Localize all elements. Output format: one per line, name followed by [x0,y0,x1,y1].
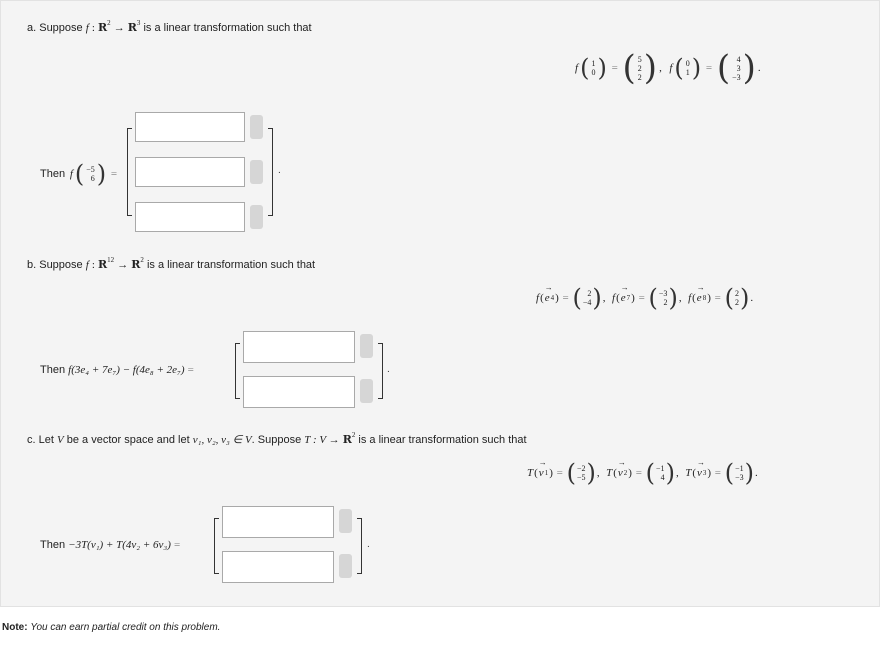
part-a-then-input: −5 6 [86,165,95,183]
part-a-answer-3[interactable] [135,202,245,232]
part-b-answer-2[interactable] [243,376,355,408]
part-b-given: f ( → e 4 ) = ( 2 −4 ) , f ( → e 7 ) = ( −3 2 ) , f ( → e 8 ) = ( 2 2 ) . [536,283,753,313]
part-c-V: V [56,434,64,446]
note-text: You can earn partial credit on this problem. [30,622,221,633]
part-a-prefix: a. Suppose [27,22,83,34]
part-a-colon: : [91,22,95,34]
part-a-answer-1-button[interactable] [250,115,263,139]
part-b-then-label: Then [40,364,66,376]
part-a-answer-3-button[interactable] [250,205,263,229]
part-b-answer-1[interactable] [243,331,355,363]
part-b-domain: R [97,258,108,271]
part-c-intro [27,431,527,446]
part-c-right-bracket [357,518,362,574]
part-b-intro: b. Suppose f : $R^{12} \to R^2$ is a linear transformation such that [27,256,316,271]
part-a-given-1-output: 5 2 2 [637,54,642,82]
part-a-suffix: is a linear transformation such that [143,22,312,34]
part-b-given-1-output: 2 −4 [582,289,592,307]
part-a-f: f [85,22,89,34]
part-c-answer-2[interactable] [222,551,334,583]
part-c-then: Then −3T(v₁) + T(4v₂ + 6v₃) = [40,539,181,551]
part-b-period: . [387,364,390,375]
part-c-expression: −3T(v₁) + T(4v₂ + 6v₃) [68,539,171,551]
part-c-suffix: is a linear transformation such that [358,434,527,446]
part-a-given-2-output: 4 3 −3 [732,54,741,82]
part-c-given-3-output: −1 −3 [735,464,744,482]
part-a-codomain: R [127,21,137,34]
part-c-mid1: be a vector space and let [66,434,190,446]
part-b-domain-exp: 12 [107,256,115,264]
part-a-intro [27,19,312,34]
part-c-given-1-output: −2 −5 [576,464,586,482]
part-b-given-3-output: 2 2 [734,289,739,307]
note [2,622,220,633]
part-a-right-bracket [268,128,273,216]
part-a-codomain-exp: 3 [136,19,141,27]
part-c-given: T ( → v 1 ) = ( −2 −5 ) , T ( → v 2 ) = ( −1 4 ) , T ( → v 3 ) = ( −1 −3 ) . [527,457,758,489]
part-b-codomain-exp: 2 [140,256,144,264]
part-b-answer-1-button[interactable] [360,334,373,358]
note-label: Note: [2,622,28,633]
part-a-arrow: → [113,22,125,34]
part-c-map: T : V → [304,434,340,446]
part-a-answer-2[interactable] [135,157,245,187]
part-c-answer-1-button[interactable] [339,509,352,533]
part-b-then: Then f(3e₄ + 7e₇) − f(4e₈ + 2e₇) = [40,364,194,376]
part-b-suffix: is a linear transformation such that [146,259,316,271]
part-b-right-bracket [378,343,383,399]
part-c-mid2: . Suppose [251,434,302,446]
part-a-then: Then f ( −5 6 ) = [40,160,118,188]
part-a-then-label: Then [40,168,66,180]
part-a-period: . [278,165,281,176]
part-a-left-bracket [127,128,132,216]
part-a-answer-2-button[interactable] [250,160,263,184]
part-a-given-2-input: 0 1 [685,59,690,77]
part-a-domain: R [97,21,108,34]
part-c-vectors: v₁, v₂, v₃ ∈ V [192,434,252,446]
part-c-answer-1[interactable] [222,506,334,538]
part-a-domain-exp: 2 [107,19,111,27]
part-a-given: f ( 1 0 ) = ( 5 2 2 ) , f ( 0 1 ) = ( 4 3 −3 ) . [575,48,761,88]
part-b-prefix: b. Suppose [27,259,83,271]
part-c-codomain-exp: 2 [351,431,356,439]
part-b-left-bracket [235,343,240,399]
part-c-prefix: c. Let [27,434,54,446]
part-a-answer-1[interactable] [135,112,245,142]
part-c-then-label: Then [40,539,66,551]
part-c-left-bracket [214,518,219,574]
part-b-answer-2-button[interactable] [360,379,373,403]
part-b-codomain: R [131,258,141,271]
part-a-given-1-input: 1 0 [591,59,596,77]
part-c-codomain: R [342,433,352,446]
part-b-expression: f(3e₄ + 7e₇) − f(4e₈ + 2e₇) [68,364,185,376]
part-c-period: . [367,539,370,550]
part-b-given-2-output: −3 2 [658,289,668,307]
part-c-given-2-output: −1 4 [656,464,665,482]
part-c-answer-2-button[interactable] [339,554,352,578]
